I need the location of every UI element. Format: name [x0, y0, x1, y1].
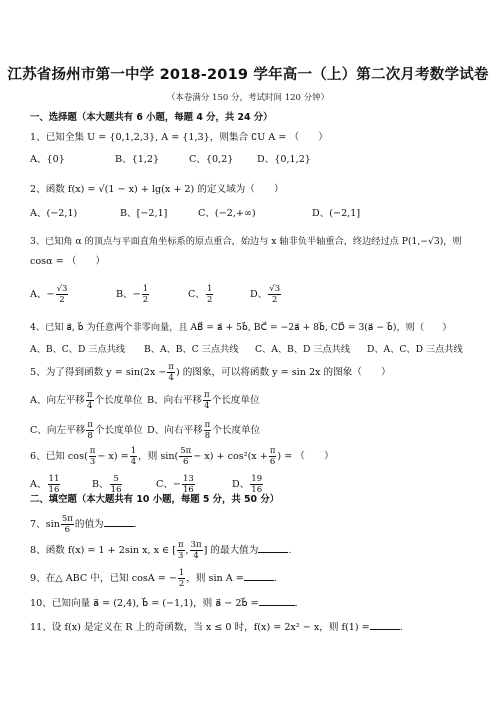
- question-9: 9、在△ ABC 中，已知 cosA = − $\frac{1}{2}$ ，则 sin A = .: [30, 568, 277, 589]
- question-1-stem: 1、已知全集 U = {0,1,2,3}, A = {1,3}，则集合 ∁U A = （ ）: [30, 132, 328, 143]
- question-3-option-a: A、− $\frac{√3}{2}$: [30, 284, 68, 305]
- question-3-option-d: D、 $\frac{√3}{2}$: [250, 284, 281, 305]
- question-3-option-b: B、− $\frac{1}{2}$: [116, 284, 149, 305]
- answer-blank: [259, 596, 295, 606]
- fraction: $\frac{√3}{2}$: [269, 284, 281, 305]
- section-heading-choice: 一、选择题（本大题共有 6 小题，每题 4 分，共 24 分）: [30, 112, 273, 123]
- answer-blank: [244, 571, 274, 581]
- fraction: $\frac{\pi}{4}$: [204, 390, 210, 411]
- fraction: $\frac{1}{2}$: [178, 568, 185, 589]
- question-2-options: [30, 208, 480, 220]
- question-6-option-b: B、 $\frac{5}{16}$: [92, 474, 122, 495]
- section-heading-fill: 二、填空题（本大题共有 10 小题，每题 5 分，共 50 分）: [30, 494, 280, 505]
- question-2-option-a: A、(−2,1): [30, 208, 78, 219]
- fraction: $\frac{1}{2}$: [142, 284, 149, 305]
- question-5-option-b: B、向右平移 $\frac{\pi}{4}$ 个长度单位: [147, 390, 260, 411]
- question-3-options: [30, 284, 480, 305]
- question-1-option-a: A、{0}: [30, 154, 65, 165]
- fraction: $\frac{1}{2}$: [206, 284, 213, 305]
- question-2-option-d: D、(−2,1]: [312, 208, 361, 219]
- question-8: 8、函数 f(x) = 1 + 2sin x, x ∈ [ $\frac{\pi}{3}$ , $\frac{3\pi}{4}$ ] 的最大值为 .: [30, 540, 292, 561]
- question-1-option-c: C、{0,2}: [189, 154, 234, 165]
- question-10: 10、已知向量 a⃗ = (2,4), b⃗ = (−1,1)，则 a⃗ − 2b⃗ = .: [30, 598, 298, 609]
- question-3-option-c: C、 $\frac{1}{2}$: [188, 284, 213, 305]
- fraction: $\frac{\pi}{3}$: [177, 540, 184, 561]
- question-5-option-c: C、向左平移 $\frac{\pi}{8}$ 个长度单位: [30, 420, 143, 441]
- question-6-stem: 6、已知 cos( $\frac{\pi}{3}$ − x) = $\frac{1}{4}$ ，则 sin( $\frac{5\pi}{6}$ − x) + cos²(x + $\frac{\pi}{6}$ ) = （ ）: [30, 446, 334, 467]
- fraction: $\frac{5\pi}{6}$: [61, 514, 73, 535]
- answer-blank: [370, 620, 400, 630]
- fraction: $\frac{3\pi}{4}$: [190, 540, 202, 561]
- fraction: $\frac{5}{16}$: [110, 474, 122, 495]
- fraction: $\frac{\pi}{6}$: [269, 446, 276, 467]
- fraction: $\frac{\pi}{4}$: [168, 362, 174, 383]
- question-2-option-c: C、(−2,+∞): [198, 208, 256, 219]
- answer-blank: [104, 517, 134, 527]
- question-6-option-d: D、 $\frac{19}{16}$: [232, 474, 263, 495]
- fraction: $\frac{√3}{2}$: [56, 284, 68, 305]
- question-6-option-c: C、− $\frac{13}{16}$: [156, 474, 194, 495]
- question-3-stem: 3、已知角 α 的顶点与平面直角坐标系的原点重合，始边与 x 轴非负半轴重合，终边经过点 P(1,−√3)，则: [30, 236, 462, 247]
- question-4-option-b: B、A、B、C 三点共线: [144, 344, 239, 355]
- question-4-option-a: A、B、C、D 三点共线: [30, 344, 126, 355]
- question-3-stem-cont: cosα = （ ）: [30, 256, 106, 267]
- question-4-stem: 4、已知 a⃗, b⃗ 为任意两个非零向量，且 AB⃗ = a⃗ + 5b⃗, BC⃗ = −2a⃗ + 8b⃗, CD⃗ = 3(a⃗ − b⃗)，则（ ）: [30, 322, 452, 333]
- fraction: $\frac{11}{16}$: [48, 474, 60, 495]
- question-5-stem: 5、为了得到函数 y = sin(2x − $\frac{\pi}{4}$ ) 的图象，可以将函数 y = sin 2x 的图象（ ）: [30, 362, 391, 383]
- fraction: $\frac{\pi}{8}$: [204, 420, 211, 441]
- question-4-option-d: D、A、C、D 三点共线: [367, 344, 463, 355]
- question-2-option-b: B、[−2,1]: [120, 208, 168, 219]
- fraction: $\frac{\pi}{4}$: [86, 390, 93, 411]
- fraction: $\frac{5\pi}{6}$: [180, 446, 192, 467]
- question-1-option-d: D、{0,1,2}: [257, 154, 311, 165]
- question-7: 7、sin $\frac{5\pi}{6}$ 的值为 .: [30, 514, 137, 535]
- question-4-option-c: C、A、B、D 三点共线: [255, 344, 351, 355]
- page-subtitle: （本卷满分 150 分，考试时间 120 分钟）: [166, 93, 330, 103]
- question-2-stem: 2、函数 f(x) = √(1 − x) + lg(x + 2) 的定义域为（ ）: [30, 184, 284, 195]
- fraction: $\frac{19}{16}$: [251, 474, 263, 495]
- fraction: $\frac{13}{16}$: [182, 474, 194, 495]
- answer-blank: [258, 543, 288, 553]
- question-1-options: [30, 154, 480, 166]
- question-5-options-cd: [30, 420, 480, 441]
- fraction: $\frac{1}{4}$: [130, 446, 137, 467]
- question-11: 11、设 f(x) 是定义在 R 上的奇函数，当 x ≤ 0 时，f(x) = 2x² − x，则 f(1) = .: [30, 622, 403, 633]
- question-1-option-b: B、{1,2}: [115, 154, 160, 165]
- question-5-option-d: D、向右平移 $\frac{\pi}{8}$ 个长度单位: [147, 420, 261, 441]
- question-4-options: [30, 344, 480, 356]
- fraction: $\frac{\pi}{8}$: [87, 420, 93, 441]
- page-title: 江苏省扬州市第一中学 2018-2019 学年高一（上）第二次月考数学试卷: [7, 67, 489, 83]
- question-5-options-ab: [30, 390, 480, 411]
- question-5-option-a: A、向左平移 $\frac{\pi}{4}$ 个长度单位: [30, 390, 143, 411]
- question-6-options: [30, 474, 480, 495]
- question-6-option-a: A、 $\frac{11}{16}$: [30, 474, 60, 495]
- fraction: $\frac{\pi}{3}$: [89, 446, 96, 467]
